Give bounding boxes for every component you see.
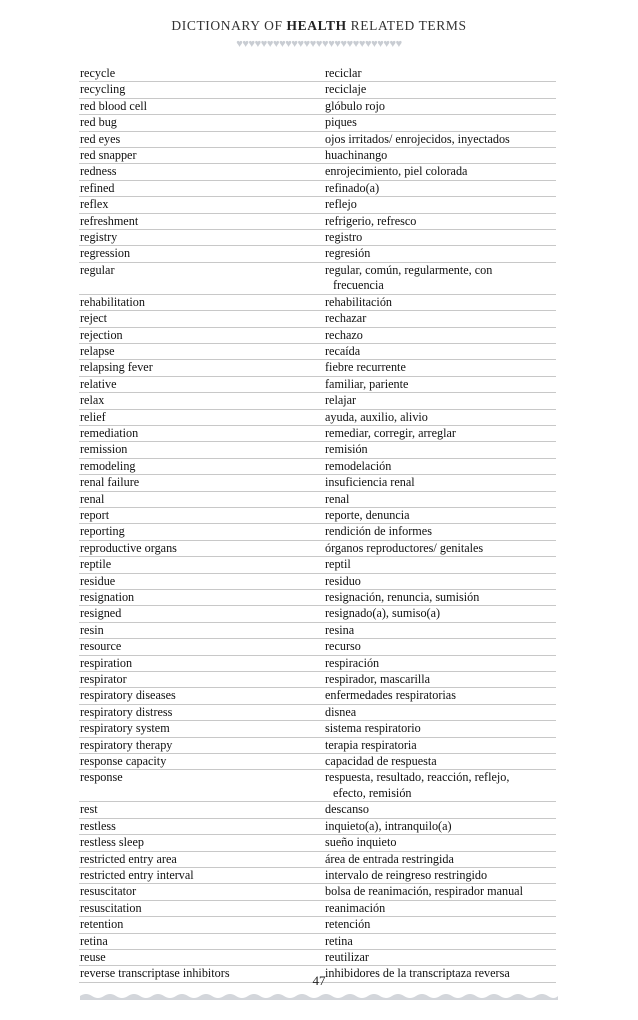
spanish-translation [325, 311, 556, 326]
english-term: red snapper [80, 148, 137, 163]
spanish-translation-text: renal [325, 491, 350, 506]
spanish-translation-text: recurso [325, 639, 361, 654]
table-row [79, 426, 556, 442]
table-row [79, 917, 556, 933]
table-row [79, 181, 556, 197]
english-term: respiratory system [80, 721, 170, 736]
spanish-translation-text: reflejo [325, 197, 357, 212]
table-row [79, 459, 556, 475]
spanish-translation-text: rechazar [325, 311, 367, 326]
spanish-translation [325, 688, 556, 703]
spanish-translation [325, 557, 556, 572]
english-term: resignation [80, 590, 135, 604]
table-row [79, 410, 556, 426]
spanish-translation [325, 82, 556, 97]
header-bold-word: HEALTH [286, 18, 347, 33]
table-row [79, 263, 556, 295]
spanish-translation-text: insuficiencia renal [325, 475, 415, 490]
spanish-translation-text: resignación, renuncia, sumisión [325, 590, 480, 604]
english-term: restricted entry interval [80, 867, 194, 882]
spanish-translation-text: reporte, denuncia [325, 507, 410, 522]
table-row [79, 82, 556, 98]
spanish-translation-text: refinado(a) [325, 180, 380, 195]
table-row [79, 311, 556, 327]
english-term: refined [80, 180, 115, 195]
english-term: remission [80, 442, 128, 457]
spanish-translation [325, 99, 556, 114]
spanish-translation [325, 66, 556, 81]
table-row [79, 360, 556, 376]
spanish-translation-text: reutilizar [325, 949, 369, 964]
english-term: respiratory therapy [80, 737, 173, 752]
spanish-translation-text: bolsa de reanimación, respirador manual [325, 884, 523, 899]
table-row [79, 393, 556, 409]
spanish-translation [325, 934, 556, 949]
table-row [79, 377, 556, 393]
english-term: regular [80, 262, 115, 277]
spanish-translation [325, 950, 556, 965]
english-term: resuscitation [80, 900, 142, 915]
spanish-translation [325, 328, 556, 343]
spanish-translation-text: regresión [325, 246, 371, 261]
spanish-translation [325, 738, 556, 753]
spanish-translation-text: inquieto(a), intranquilo(a) [325, 818, 452, 833]
table-row [79, 705, 556, 721]
spanish-translation-text: área de entrada restringida [325, 851, 454, 866]
spanish-translation-text: retina [325, 933, 353, 948]
spanish-translation-text: registro [325, 230, 363, 245]
spanish-translation-text: remodelación [325, 458, 392, 473]
table-row [79, 835, 556, 851]
spanish-translation [325, 459, 556, 474]
table-row [79, 508, 556, 524]
table-row [79, 901, 556, 917]
english-term: residue [80, 573, 116, 588]
spanish-translation-text: resignado(a), sumiso(a) [325, 606, 441, 621]
table-row [79, 557, 556, 573]
table-row [79, 852, 556, 868]
spanish-translation-text: órganos reproductores/ genitales [325, 540, 484, 555]
spanish-translation-text: intervalo de reingreso restringido [325, 867, 488, 882]
spanish-translation-text: ojos irritados/ enrojecidos, inyectados [325, 131, 510, 146]
english-term: reuse [80, 949, 106, 964]
table-row [79, 606, 556, 622]
spanish-translation-text: residuo [325, 573, 361, 588]
english-term: relapsing fever [80, 360, 153, 375]
english-term: resource [80, 639, 122, 654]
spanish-translation-text: sistema respiratorio [325, 721, 421, 736]
table-row [79, 492, 556, 508]
table-row [79, 623, 556, 639]
spanish-translation [325, 360, 556, 375]
spanish-translation [325, 884, 556, 899]
table-row [79, 672, 556, 688]
english-term: rest [80, 802, 98, 817]
table-row [79, 934, 556, 950]
heart-ornament-border: ♥♥♥♥♥♥♥♥♥♥♥♥♥♥♥♥♥♥♥♥♥♥♥♥♥♥♥ [236, 38, 402, 50]
spanish-translation-text: retención [325, 917, 371, 932]
english-term: renal [80, 491, 105, 506]
table-row [79, 524, 556, 540]
spanish-translation [325, 770, 556, 801]
spanish-translation-text: rechazo [325, 327, 363, 342]
spanish-translation-text: recaída [325, 343, 361, 358]
english-term: relapse [80, 343, 115, 358]
spanish-translation [325, 246, 556, 261]
spanish-translation [325, 230, 556, 245]
page-number: 47 [312, 973, 326, 988]
spanish-translation-text: remediar, corregir, arreglar [325, 425, 456, 440]
spanish-translation [325, 590, 556, 605]
english-term: rejection [80, 327, 123, 342]
english-term: remodeling [80, 458, 136, 473]
table-row [79, 66, 556, 82]
spanish-translation-text: descanso [325, 802, 369, 817]
english-term: recycle [80, 66, 116, 80]
english-term: retina [80, 933, 108, 948]
table-row [79, 884, 556, 900]
english-term: rehabilitation [80, 294, 145, 309]
english-term: resigned [80, 606, 122, 621]
spanish-translation [325, 377, 556, 392]
english-term: red bug [80, 115, 117, 130]
spanish-translation [325, 181, 556, 196]
table-row [79, 868, 556, 884]
table-row [79, 475, 556, 491]
english-term: red eyes [80, 131, 121, 146]
spanish-translation-text: rendición de informes [325, 524, 432, 539]
table-row [79, 344, 556, 360]
spanish-translation-text: sueño inquieto [325, 835, 397, 850]
english-term: regression [80, 246, 131, 261]
spanish-translation-text: reciclar [325, 66, 362, 80]
spanish-translation-text: respirador, mascarilla [325, 672, 431, 687]
spanish-translation-text: piques [325, 115, 357, 130]
spanish-translation-text: disnea [325, 704, 357, 719]
spanish-translation [325, 115, 556, 130]
spanish-translation [325, 426, 556, 441]
glossary-table [79, 66, 556, 983]
spanish-translation [325, 623, 556, 638]
table-row [79, 590, 556, 606]
spanish-translation-text: remisión [325, 442, 368, 457]
spanish-translation-text: reciclaje [325, 82, 367, 97]
english-term: restless sleep [80, 835, 144, 850]
spanish-translation [325, 705, 556, 720]
english-term: resin [80, 622, 104, 637]
table-row [79, 688, 556, 704]
english-term: registry [80, 230, 118, 245]
english-term: retention [80, 917, 124, 932]
spanish-translation [325, 835, 556, 850]
spanish-translation [325, 639, 556, 654]
spanish-translation-text: fiebre recurrente [325, 360, 406, 375]
spanish-translation [325, 672, 556, 687]
table-row [79, 770, 556, 802]
wavy-footer-ornament [80, 990, 558, 1000]
spanish-translation-text: ayuda, auxilio, alivio [325, 409, 428, 424]
spanish-translation [325, 917, 556, 932]
table-row [79, 197, 556, 213]
spanish-translation [325, 214, 556, 229]
spanish-translation-text: enfermedades respiratorias [325, 688, 456, 703]
spanish-translation [325, 541, 556, 556]
spanish-translation [325, 442, 556, 457]
table-row [79, 99, 556, 115]
spanish-translation [325, 524, 556, 539]
english-term: restless [80, 818, 116, 833]
spanish-translation [325, 164, 556, 179]
spanish-translation-text: regular, común, regularmente, con [325, 262, 493, 277]
english-term: reporting [80, 524, 125, 539]
spanish-translation-text: resina [325, 622, 355, 637]
english-term: reproductive organs [80, 540, 177, 555]
english-term: reverse transcriptase inhibitors [80, 966, 230, 981]
english-term: reject [80, 311, 108, 326]
spanish-translation-text: capacidad de respuesta [325, 754, 437, 769]
english-term: remediation [80, 425, 139, 440]
table-row [79, 950, 556, 966]
english-term: respirator [80, 672, 127, 687]
running-header [0, 18, 638, 34]
spanish-translation [325, 852, 556, 867]
spanish-translation [325, 868, 556, 883]
spanish-translation [325, 802, 556, 817]
table-row [79, 214, 556, 230]
spanish-translation [325, 754, 556, 769]
spanish-translation-text: familiar, pariente [325, 376, 409, 391]
english-term: restricted entry area [80, 851, 177, 866]
spanish-translation [325, 819, 556, 834]
spanish-translation-text: reanimación [325, 900, 386, 915]
spanish-translation [325, 344, 556, 359]
spanish-translation [325, 148, 556, 163]
table-row [79, 574, 556, 590]
spanish-translation-text: relajar [325, 393, 357, 408]
spanish-translation-text: respiración [325, 655, 380, 670]
header-prefix: DICTIONARY OF [171, 18, 287, 33]
spanish-translation-text: refrigerio, refresco [325, 213, 417, 228]
table-row [79, 754, 556, 770]
table-row [79, 819, 556, 835]
spanish-translation-text: glóbulo rojo [325, 98, 385, 113]
table-row [79, 246, 556, 262]
spanish-translation [325, 393, 556, 408]
table-row [79, 639, 556, 655]
english-term: response [80, 770, 123, 785]
english-term: respiratory distress [80, 704, 173, 719]
spanish-translation-text: huachinango [325, 148, 388, 163]
spanish-translation-text: rehabilitación [325, 294, 393, 309]
english-term: respiration [80, 655, 133, 670]
table-row [79, 132, 556, 148]
spanish-translation [325, 295, 556, 310]
table-row [79, 442, 556, 458]
spanish-translation-text: enrojecimiento, piel colorada [325, 164, 468, 179]
english-term: reptile [80, 557, 112, 572]
table-row [79, 656, 556, 672]
spanish-translation [325, 475, 556, 490]
spanish-translation-text: inhibidores de la transcriptaza reversa [325, 966, 510, 981]
spanish-translation-text: reptil [325, 557, 351, 572]
spanish-translation [325, 263, 556, 294]
english-term: reflex [80, 197, 109, 212]
table-row [79, 738, 556, 754]
spanish-translation [325, 606, 556, 621]
spanish-translation [325, 492, 556, 507]
table-row [79, 721, 556, 737]
table-row [79, 164, 556, 180]
spanish-translation [325, 901, 556, 916]
table-row [79, 802, 556, 818]
english-term: redness [80, 164, 117, 179]
table-row [79, 115, 556, 131]
english-term: relative [80, 376, 117, 391]
spanish-translation [325, 410, 556, 425]
english-term: resuscitator [80, 884, 137, 899]
table-row [79, 328, 556, 344]
english-term: relax [80, 393, 105, 408]
table-row [79, 295, 556, 311]
table-row [79, 230, 556, 246]
english-term: renal failure [80, 475, 140, 490]
spanish-translation [325, 197, 556, 212]
spanish-translation [325, 721, 556, 736]
table-row [79, 148, 556, 164]
spanish-translation [325, 132, 556, 147]
english-term: refreshment [80, 213, 139, 228]
english-term: relief [80, 409, 106, 424]
spanish-translation-text: terapia respiratoria [325, 737, 417, 752]
english-term: report [80, 507, 110, 522]
english-term: red blood cell [80, 98, 148, 113]
spanish-translation-continuation: efecto, remisión [333, 785, 412, 800]
spanish-translation-text: respuesta, resultado, reacción, reflejo, [325, 770, 510, 785]
english-term: respiratory diseases [80, 688, 176, 703]
spanish-translation-continuation: frecuencia [333, 278, 384, 293]
english-term: response capacity [80, 754, 167, 769]
english-term: recycling [80, 82, 126, 97]
spanish-translation [325, 508, 556, 523]
header-suffix: RELATED TERMS [346, 18, 467, 33]
table-row [79, 541, 556, 557]
spanish-translation [325, 574, 556, 589]
spanish-translation [325, 656, 556, 671]
